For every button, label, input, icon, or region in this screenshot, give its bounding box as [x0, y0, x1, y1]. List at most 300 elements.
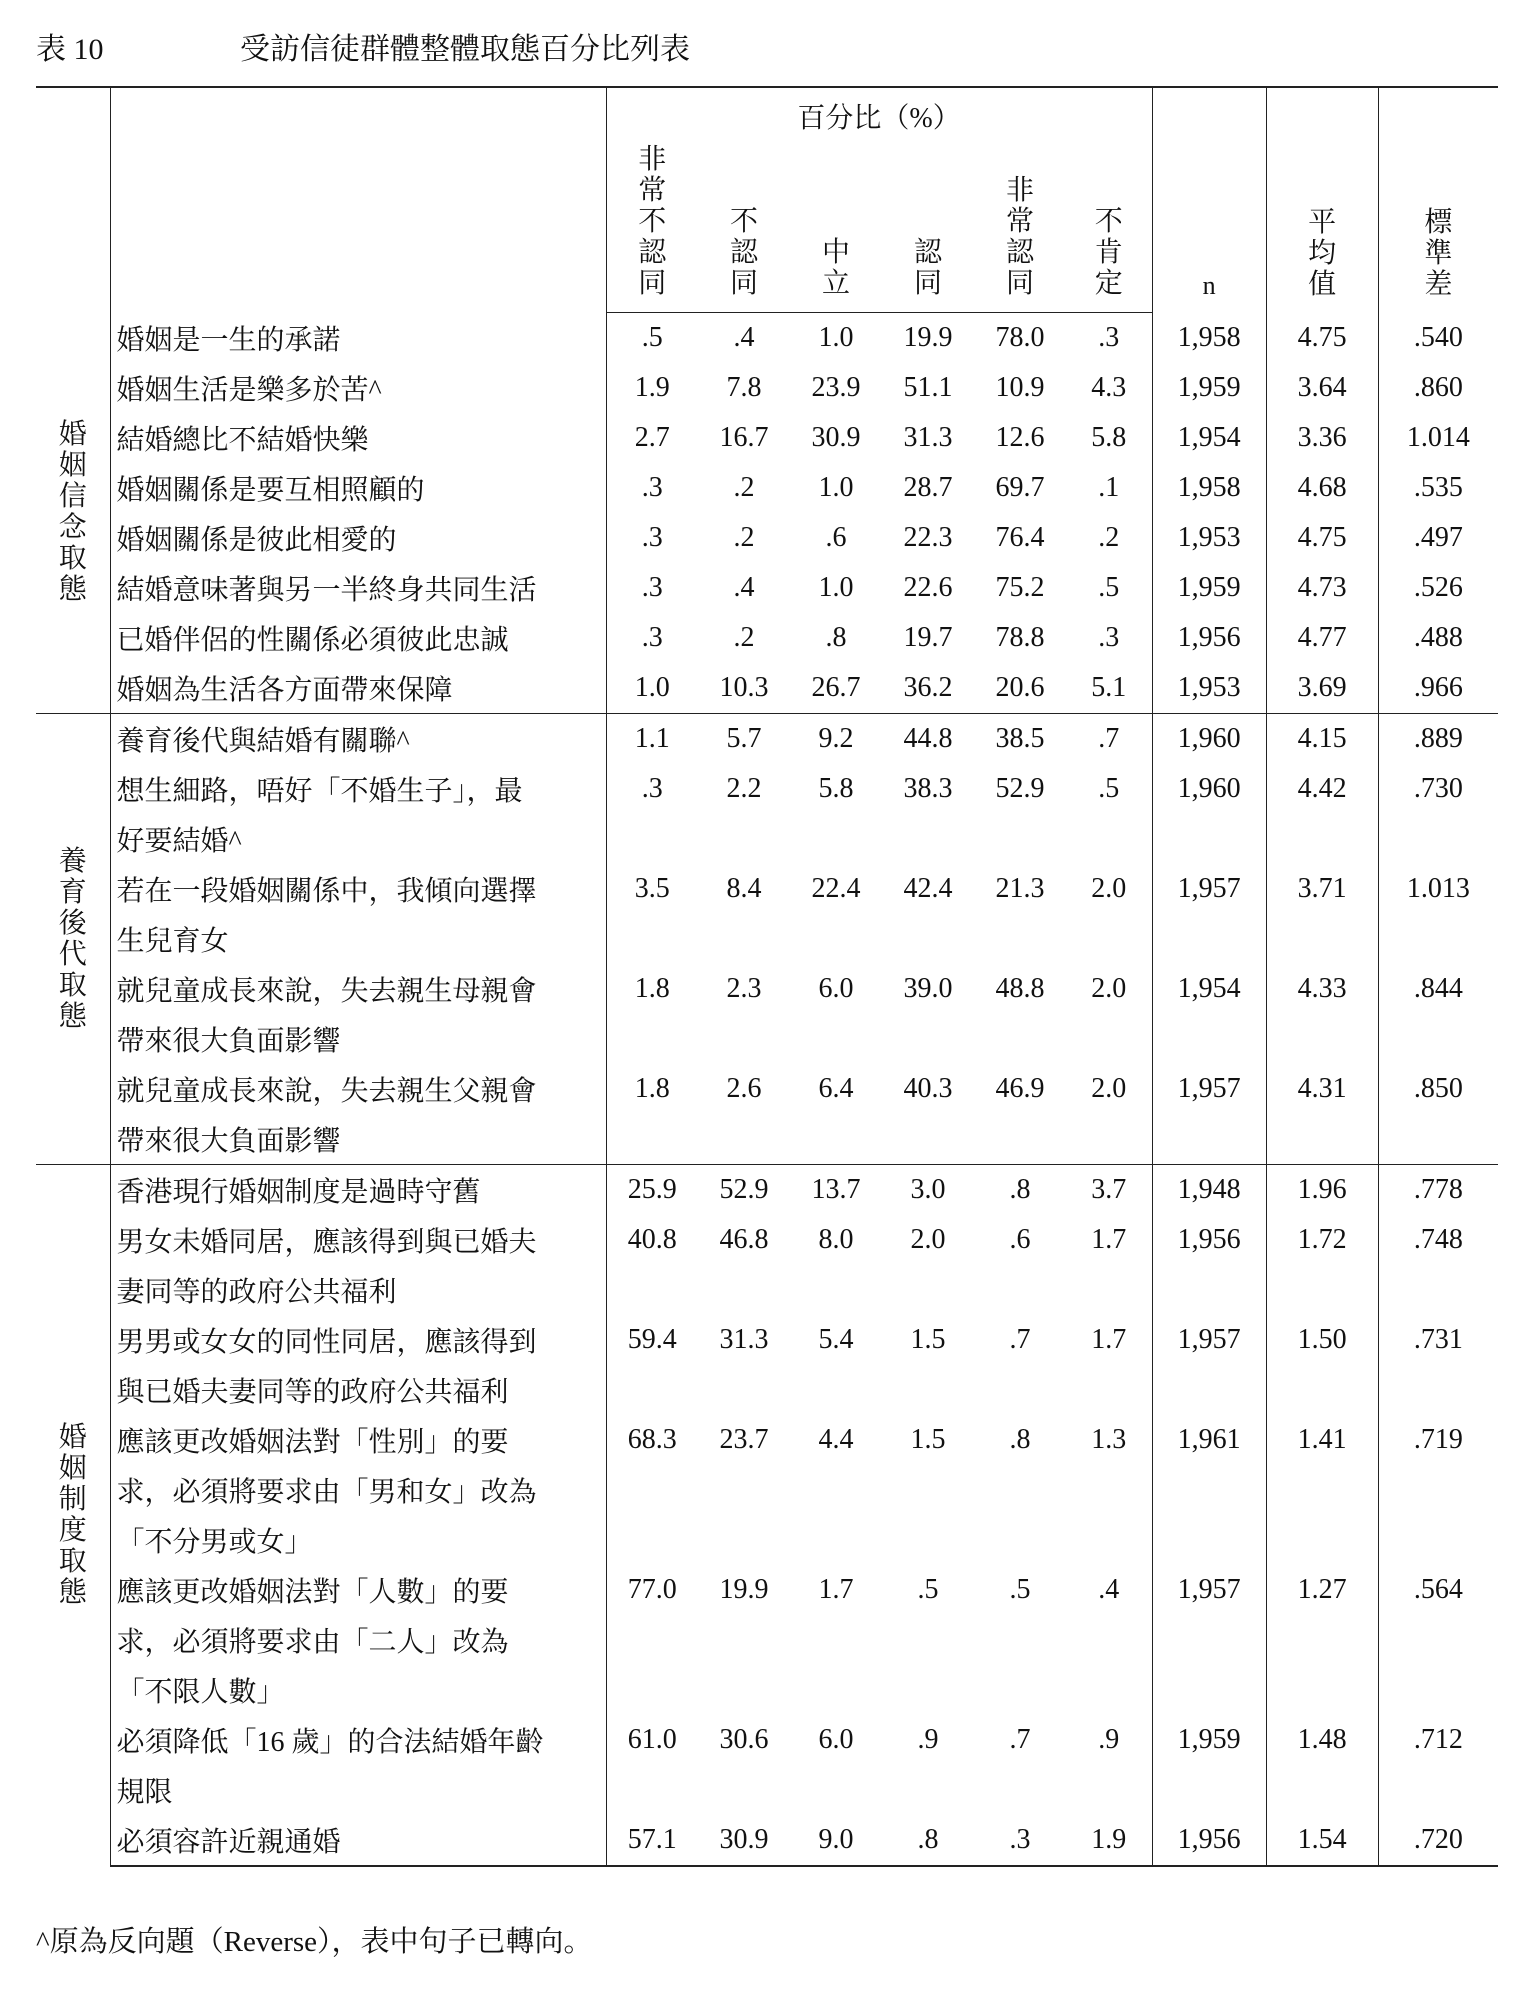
empty-cell	[1266, 914, 1378, 964]
percent-value: 8.0	[818, 1224, 854, 1255]
empty-cell	[698, 1014, 790, 1064]
table-number: 表 10	[36, 33, 104, 66]
empty-cell	[790, 1365, 882, 1415]
empty-cell	[974, 1014, 1066, 1064]
percent-value: .8	[882, 1815, 974, 1866]
percent-value: 2.6	[726, 1073, 762, 1104]
empty-cell	[606, 1765, 698, 1815]
n-value: 1,956	[1152, 1815, 1266, 1866]
empty-cell	[1378, 814, 1498, 864]
percent-value: .3	[641, 622, 663, 653]
percent-value: .5	[1066, 563, 1152, 613]
percent-header: 百分比（%）	[606, 87, 1152, 144]
attitude-table	[36, 86, 1498, 1867]
empty-cell	[698, 1615, 790, 1665]
empty-cell	[882, 1265, 974, 1315]
sd-value: .720	[1378, 1815, 1498, 1866]
empty-cell	[974, 1615, 1066, 1665]
mean-value: 4.42	[1266, 764, 1378, 814]
statement-text: 婚姻關係是彼此相愛的	[110, 513, 606, 563]
percent-value: 1.0	[818, 472, 854, 503]
sd-value: .497	[1413, 522, 1463, 553]
percent-value: 19.7	[903, 622, 953, 653]
mean-value: 1.50	[1266, 1315, 1378, 1365]
percent-value: .5	[1009, 1574, 1031, 1605]
percent-value: 59.4	[627, 1324, 677, 1355]
percent-value: 22.3	[903, 522, 953, 553]
percent-value: .3	[1066, 613, 1152, 663]
empty-cell	[606, 1365, 698, 1415]
empty-cell	[1066, 1765, 1152, 1815]
percent-value: 21.3	[995, 873, 1045, 904]
empty-cell	[1152, 814, 1266, 864]
n-value: 1,960	[1152, 764, 1266, 814]
percent-value: .7	[1009, 1724, 1031, 1755]
percent-value: .2	[733, 522, 755, 553]
percent-value: 52.9	[995, 773, 1045, 804]
statement-text: 婚姻關係是要互相照顧的	[110, 463, 606, 513]
empty-cell	[790, 1014, 882, 1064]
empty-cell	[790, 914, 882, 964]
empty-cell	[1066, 1615, 1152, 1665]
n-value: 1,960	[1152, 714, 1266, 765]
n-value: 1,957	[1152, 1565, 1266, 1615]
empty-cell	[974, 1265, 1066, 1315]
sd-value: .850	[1413, 1073, 1463, 1104]
percent-value: 4.3	[1066, 363, 1152, 413]
percent-value: .3	[641, 472, 663, 503]
empty-cell	[882, 1114, 974, 1165]
empty-cell	[1266, 1515, 1378, 1565]
sd-value: .488	[1413, 622, 1463, 653]
statement-text: 結婚總比不結婚快樂	[110, 413, 606, 463]
table-row	[36, 1415, 1498, 1465]
percent-value: 19.9	[719, 1574, 769, 1605]
empty-cell	[1152, 1265, 1266, 1315]
group-label: 婚 姻 制 度 取 態	[36, 1165, 110, 1867]
percent-value: 57.1	[606, 1815, 698, 1866]
percent-value: 52.9	[698, 1165, 790, 1216]
table-row	[36, 513, 1498, 563]
percent-value: 39.0	[903, 973, 953, 1004]
percent-value: .4	[733, 572, 755, 603]
percent-value: 26.7	[811, 672, 861, 703]
empty-cell	[1066, 1265, 1152, 1315]
percent-value: .5	[917, 1574, 939, 1605]
col-header: 非 常 不 認 同	[606, 144, 698, 313]
statement-text: 妻同等的政府公共福利	[110, 1265, 606, 1315]
sd-value: .712	[1413, 1724, 1463, 1755]
table-row	[36, 463, 1498, 513]
percent-value: 23.7	[719, 1424, 769, 1455]
percent-value: 38.3	[903, 773, 953, 804]
percent-value: 61.0	[627, 1724, 677, 1755]
percent-value: .8	[1009, 1424, 1031, 1455]
statement-text: 「不分男或女」	[110, 1515, 606, 1565]
empty-cell	[1152, 1014, 1266, 1064]
percent-value: 31.3	[719, 1324, 769, 1355]
empty-cell	[1066, 1365, 1152, 1415]
table-row	[36, 363, 1498, 413]
empty-cell	[882, 1465, 974, 1515]
group-label: 養 育 後 代 取 態	[36, 714, 110, 1165]
statement-text: 若在一段婚姻關係中，我傾向選擇	[110, 864, 606, 914]
percent-value: .3	[1066, 313, 1152, 364]
empty-cell	[974, 1365, 1066, 1415]
empty-cell	[882, 914, 974, 964]
empty-cell	[698, 1465, 790, 1515]
empty-cell	[974, 1515, 1066, 1565]
empty-cell	[790, 1765, 882, 1815]
sd-header: 標 準 差	[1424, 206, 1453, 300]
empty-cell	[1066, 1014, 1152, 1064]
empty-cell	[1066, 1665, 1152, 1715]
percent-value: 1.9	[634, 372, 670, 403]
percent-value: 1.5	[910, 1424, 946, 1455]
empty-cell	[1378, 1465, 1498, 1515]
empty-cell	[698, 1365, 790, 1415]
mean-value: 4.15	[1266, 714, 1378, 765]
sd-value: .966	[1413, 672, 1463, 703]
col-header: 中 立	[790, 144, 882, 313]
sd-value: .748	[1413, 1224, 1463, 1255]
statement-text: 已婚伴侶的性關係必須彼此忠誠	[110, 613, 606, 663]
n-value: 1,954	[1152, 413, 1266, 463]
sd-value: 1.013	[1406, 873, 1470, 904]
statement-text: 想生細路，唔好「不婚生子」，最	[110, 764, 606, 814]
table-row	[36, 1014, 1498, 1064]
empty-cell	[698, 814, 790, 864]
statement-text: 求，必須將要求由「男和女」改為	[110, 1465, 606, 1515]
table-row	[36, 1765, 1498, 1815]
empty-cell	[790, 1265, 882, 1315]
statement-text: 帶來很大負面影響	[110, 1114, 606, 1165]
percent-value: 38.5	[974, 714, 1066, 765]
mean-value: 1.54	[1266, 1815, 1378, 1866]
percent-value: 1.8	[634, 1073, 670, 1104]
mean-value: 4.31	[1266, 1064, 1378, 1114]
empty-cell	[1266, 1765, 1378, 1815]
mean-value: 1.96	[1266, 1165, 1378, 1216]
percent-value: 3.0	[882, 1165, 974, 1216]
percent-value: 2.0	[1066, 1064, 1152, 1114]
empty-cell	[1152, 1615, 1266, 1665]
percent-value: 46.8	[719, 1224, 769, 1255]
percent-value: 10.9	[995, 372, 1045, 403]
statement-text: 求，必須將要求由「二人」改為	[110, 1615, 606, 1665]
empty-cell	[1152, 1465, 1266, 1515]
empty-cell	[1378, 1615, 1498, 1665]
percent-value: 46.9	[995, 1073, 1045, 1104]
percent-value: .2	[1066, 513, 1152, 563]
n-value: 1,956	[1152, 613, 1266, 663]
percent-value: .4	[733, 322, 755, 353]
col-header: 不 認 同	[698, 144, 790, 313]
footnote: ^原為反向題（Reverse），表中句子已轉向。	[36, 1926, 593, 1958]
percent-value: .3	[974, 1815, 1066, 1866]
percent-value: 1.0	[818, 572, 854, 603]
percent-value: .3	[641, 773, 663, 804]
percent-value: 2.0	[1066, 864, 1152, 914]
percent-value: 13.7	[790, 1165, 882, 1216]
percent-value: 3.7	[1066, 1165, 1152, 1216]
percent-value: 10.3	[719, 672, 769, 703]
sd-value: .540	[1413, 321, 1463, 353]
empty-cell	[1152, 914, 1266, 964]
table-row	[36, 1365, 1498, 1415]
mean-value: 4.77	[1266, 613, 1378, 663]
sd-value: .719	[1413, 1424, 1463, 1455]
percent-value: 75.2	[995, 572, 1045, 603]
empty-cell	[606, 814, 698, 864]
col-header: 非 常 認 同	[974, 144, 1066, 313]
percent-value: .9	[917, 1724, 939, 1755]
empty-cell	[1378, 1114, 1498, 1165]
statement-text: 婚姻生活是樂多於苦^	[110, 363, 606, 413]
statement-text: 好要結婚^	[110, 814, 606, 864]
empty-cell	[606, 1014, 698, 1064]
n-value: 1,958	[1152, 313, 1266, 364]
percent-value: 1.1	[606, 714, 698, 765]
empty-cell	[790, 1515, 882, 1565]
statement-text: 養育後代與結婚有關聯^	[110, 714, 606, 765]
percent-value: 23.9	[811, 372, 861, 403]
sd-value: .730	[1413, 773, 1463, 804]
percent-value: 30.9	[811, 422, 861, 453]
statement-text: 男女未婚同居，應該得到與已婚夫	[110, 1215, 606, 1265]
percent-value: .3	[641, 572, 663, 603]
empty-cell	[1152, 1515, 1266, 1565]
empty-cell	[698, 1765, 790, 1815]
statement-text: 必須降低「16 歲」的合法結婚年齡	[110, 1715, 606, 1765]
col-header: 不 肯 定	[1066, 144, 1152, 313]
n-value: 1,959	[1152, 363, 1266, 413]
n-value: 1,961	[1152, 1415, 1266, 1465]
percent-value: 22.4	[811, 873, 861, 904]
percent-value: 5.4	[818, 1324, 854, 1355]
percent-value: 78.0	[995, 322, 1045, 353]
empty-cell	[1066, 1114, 1152, 1165]
percent-value: 68.3	[627, 1424, 677, 1455]
mean-value: 1.27	[1266, 1565, 1378, 1615]
mean-value: 4.68	[1266, 463, 1378, 513]
empty-cell	[698, 1265, 790, 1315]
percent-value: 8.4	[726, 873, 762, 904]
empty-cell	[1266, 1365, 1378, 1415]
empty-cell	[698, 1114, 790, 1165]
table-row	[36, 1064, 1498, 1114]
table-row	[36, 1315, 1498, 1365]
percent-value: .7	[1009, 1324, 1031, 1355]
percent-value: 2.0	[1066, 964, 1152, 1014]
table-row	[36, 413, 1498, 463]
mean-value: 4.75	[1266, 313, 1378, 364]
empty-cell	[698, 1665, 790, 1715]
empty-cell	[882, 814, 974, 864]
empty-cell	[882, 1365, 974, 1415]
percent-value: .2	[733, 472, 755, 503]
empty-cell	[1266, 1114, 1378, 1165]
n-value: 1,953	[1152, 663, 1266, 714]
statement-text: 規限	[110, 1765, 606, 1815]
empty-cell	[882, 1765, 974, 1815]
percent-value: 1.0	[634, 672, 670, 703]
table-row	[36, 1265, 1498, 1315]
percent-value: 1.7	[818, 1574, 854, 1605]
group-label: 婚 姻 信 念 取 態	[36, 313, 110, 714]
table-row	[36, 814, 1498, 864]
statement-text: 就兒童成長來說，失去親生母親會	[110, 964, 606, 1014]
col-header: 認 同	[882, 144, 974, 313]
percent-value: .5	[1066, 764, 1152, 814]
statement-text: 「不限人數」	[110, 1665, 606, 1715]
empty-cell	[1266, 1014, 1378, 1064]
percent-value: 69.7	[995, 472, 1045, 503]
n-value: 1,958	[1152, 463, 1266, 513]
statement-text: 生兒育女	[110, 914, 606, 964]
empty-cell	[1266, 814, 1378, 864]
table-row	[36, 714, 1498, 765]
n-value: 1,957	[1152, 1064, 1266, 1114]
percent-value: 51.1	[903, 372, 953, 403]
percent-value: 2.7	[634, 422, 670, 453]
n-value: 1,957	[1152, 864, 1266, 914]
statement-text: 男男或女女的同性同居，應該得到	[110, 1315, 606, 1365]
table-row	[36, 964, 1498, 1014]
n-value: 1,956	[1152, 1215, 1266, 1265]
sd-value: .860	[1413, 372, 1463, 403]
empty-cell	[974, 814, 1066, 864]
sd-value: .844	[1413, 973, 1463, 1004]
table-row	[36, 1665, 1498, 1715]
empty-cell	[698, 1515, 790, 1565]
empty-cell	[1378, 1014, 1498, 1064]
n-value: 1,959	[1152, 1715, 1266, 1765]
empty-cell	[790, 1615, 882, 1665]
percent-value: 1.3	[1066, 1415, 1152, 1465]
percent-value: 5.8	[1066, 413, 1152, 463]
percent-value: 3.5	[634, 873, 670, 904]
percent-value: 6.0	[818, 973, 854, 1004]
empty-cell	[1378, 1365, 1498, 1415]
mean-value: 1.72	[1266, 1215, 1378, 1265]
percent-value: 2.3	[726, 973, 762, 1004]
mean-value: 4.75	[1266, 513, 1378, 563]
table-row	[36, 1615, 1498, 1665]
n-header: n	[1152, 87, 1266, 313]
percent-value: 7.8	[726, 372, 762, 403]
empty-cell	[974, 914, 1066, 964]
statement-text: 必須容許近親通婚	[110, 1815, 606, 1866]
statement-text: 帶來很大負面影響	[110, 1014, 606, 1064]
empty-cell	[1152, 1665, 1266, 1715]
percent-value: 30.6	[719, 1724, 769, 1755]
empty-cell	[606, 914, 698, 964]
empty-cell	[974, 1665, 1066, 1715]
percent-value: 9.0	[790, 1815, 882, 1866]
sd-value: .564	[1413, 1574, 1463, 1605]
table-row	[36, 1165, 1498, 1216]
percent-value: 44.8	[882, 714, 974, 765]
empty-cell	[606, 1515, 698, 1565]
percent-value: 30.9	[698, 1815, 790, 1866]
percent-value: .9	[1066, 1715, 1152, 1765]
percent-value: 6.4	[818, 1073, 854, 1104]
table-row	[36, 563, 1498, 613]
statement-text: 香港現行婚姻制度是過時守舊	[110, 1165, 606, 1216]
table-row	[36, 1215, 1498, 1265]
empty-cell	[606, 1265, 698, 1315]
table-row	[36, 1515, 1498, 1565]
empty-cell	[1066, 814, 1152, 864]
percent-value: 1.8	[634, 973, 670, 1004]
percent-value: .6	[1009, 1224, 1031, 1255]
empty-cell	[1066, 1515, 1152, 1565]
percent-value: 1.9	[1066, 1815, 1152, 1866]
empty-cell	[974, 1114, 1066, 1165]
mean-value: 4.73	[1266, 563, 1378, 613]
empty-cell	[974, 1465, 1066, 1515]
table-row	[36, 914, 1498, 964]
empty-cell	[1378, 1765, 1498, 1815]
percent-value: 19.9	[903, 322, 953, 353]
empty-cell	[1266, 1265, 1378, 1315]
empty-cell	[606, 1615, 698, 1665]
percent-value: 5.8	[818, 773, 854, 804]
empty-cell	[606, 1114, 698, 1165]
empty-cell	[790, 1665, 882, 1715]
statement-text: 應該更改婚姻法對「人數」的要	[110, 1565, 606, 1615]
sd-value: .731	[1413, 1324, 1463, 1355]
mean-value: 1.41	[1266, 1415, 1378, 1465]
table-row	[36, 313, 1498, 364]
empty-cell	[1378, 1515, 1498, 1565]
percent-value: 78.8	[995, 622, 1045, 653]
percent-value: 16.7	[719, 422, 769, 453]
percent-value: .8	[974, 1165, 1066, 1216]
percent-value: 20.6	[995, 672, 1045, 703]
n-value: 1,959	[1152, 563, 1266, 613]
empty-cell	[1266, 1465, 1378, 1515]
empty-cell	[1266, 1665, 1378, 1715]
statement-text: 婚姻為生活各方面帶來保障	[110, 663, 606, 714]
percent-value: 40.8	[627, 1224, 677, 1255]
percent-value: .8	[825, 622, 847, 653]
statement-text: 婚姻是一生的承諾	[110, 313, 606, 364]
percent-value: .2	[733, 622, 755, 653]
mean-value: 4.33	[1266, 964, 1378, 1014]
statement-header-cell	[110, 87, 606, 313]
empty-cell	[882, 1665, 974, 1715]
empty-cell	[882, 1615, 974, 1665]
table-row	[36, 1815, 1498, 1866]
n-value: 1,954	[1152, 964, 1266, 1014]
mean-value: 3.36	[1266, 413, 1378, 463]
percent-value: 1.7	[1066, 1215, 1152, 1265]
table-row	[36, 1465, 1498, 1515]
percent-value: 48.8	[995, 973, 1045, 1004]
n-value: 1,957	[1152, 1315, 1266, 1365]
percent-value: 25.9	[606, 1165, 698, 1216]
empty-cell	[790, 1465, 882, 1515]
empty-cell	[1152, 1114, 1266, 1165]
mean-value: 3.71	[1266, 864, 1378, 914]
statement-text: 結婚意味著與另一半終身共同生活	[110, 563, 606, 613]
empty-cell	[882, 1014, 974, 1064]
statement-text: 應該更改婚姻法對「性別」的要	[110, 1415, 606, 1465]
percent-value: .3	[641, 522, 663, 553]
table-row	[36, 864, 1498, 914]
